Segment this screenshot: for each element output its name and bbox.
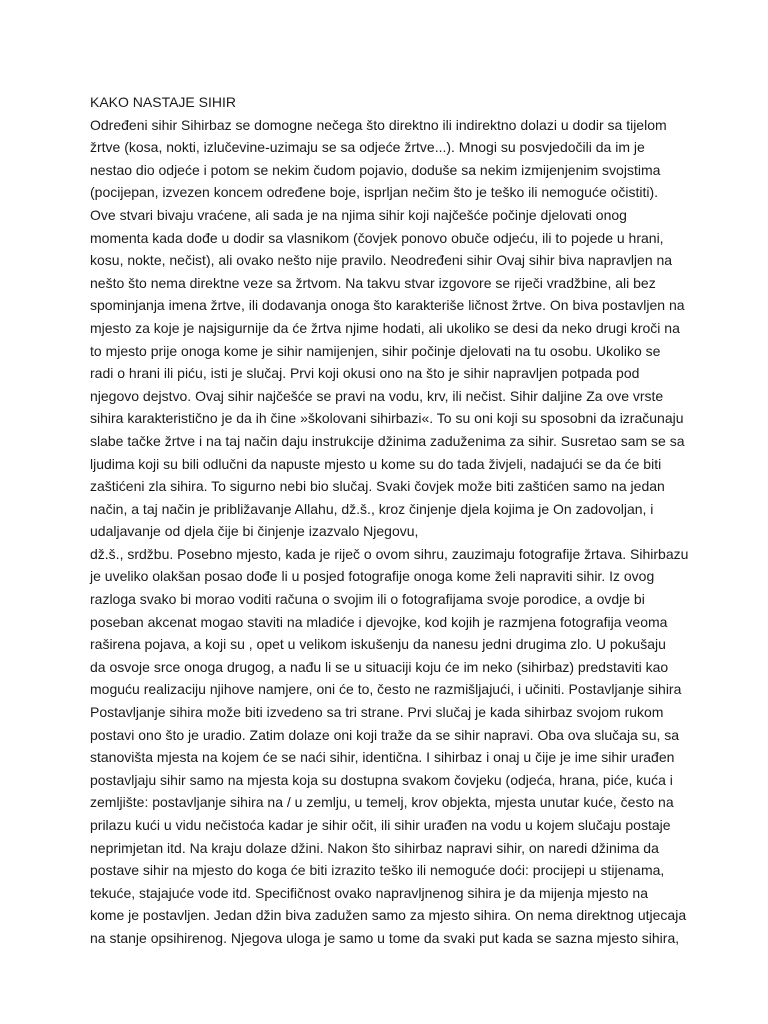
paragraph-line: momenta kada dođe u dodir sa vlasnikom (čovjek ponovo obuče odjeću, ili to pojede u hrani, <box>90 229 664 246</box>
paragraph-line: prilazu kući u vidu nečistoća kadar je sihir očit, ili sihir urađen na vodu u kojem slučaju postaje <box>90 817 671 833</box>
paragraph-line: neprimjetan itd. Na kraju dolaze džini. Nakon što sihirbaz napravi sihir, on naredi džinima da <box>90 839 659 856</box>
paragraph-line: zaštićeni zla sihira. To sigurno nebi bio slučaj. Svaki čovjek može biti zaštićen samo na jedan <box>90 478 665 495</box>
paragraph-line: postave sihir na mjesto do koga će biti izrazito teško ili nemoguće doći: procijepi u stijenama, <box>90 862 665 879</box>
paragraph-line: razloga svako bi morao voditi računa o svojim ili o fotografijama svoje porodice, a ovdje bi <box>90 591 645 608</box>
paragraph-line: zemljište: postavljanje sihira na / u zemlju, u temelj, krov objekta, mjesta unutar kuće, često na <box>90 794 674 811</box>
paragraph-line: na stanje opsihirenog. Njegova uloga je samo u tome da svaki put kada se sazna mjesto sihira, <box>90 929 680 946</box>
paragraph-line: raširena pojava, a koji su , opet u velikom iskušenju da nanesu jedni drugima zlo. U pokušaju <box>90 636 666 653</box>
paragraph-line: slabe tačke žrtve i na taj način daju instrukcije džinima zaduženima za sihir. Susretao sam se sa <box>90 432 685 449</box>
paragraph-line: postavljaju sihir samo na mjesta koja su dostupna svakom čovjeku (odjeća, hrana, piće, kuća i <box>90 771 673 788</box>
paragraph-line: moguću realizaciju njihove namjere, oni će to, često ne razmišljajući, i učiniti. Postavljanje sihira <box>90 681 682 698</box>
paragraph-line: Ove stvari bivaju vraćene, ali sada je na njima sihir koji najčešće počinje djelovati onog <box>90 206 627 223</box>
paragraph-line: žrtve (kosa, nokti, izlučevine-uzimaju se sa odjeće žrtve...). Mnogi su posvjedočili da im je <box>90 139 645 156</box>
paragraph-line: postavi ono što je uradio. Zatim dolaze oni koji traže da se sihir napravi. Oba ova slučaja su, sa <box>90 726 680 743</box>
document-title: KAKO NASTAJE SIHIR <box>90 94 236 110</box>
document-body <box>90 91 690 950</box>
paragraph-line: ljudima koji su bili odlučni da napuste mjesto u kome su do tada živjeli, nadajući se da će biti <box>90 455 662 472</box>
paragraph-line: (pocijepan, izvezen koncem određene boje, isprljan nečim što je teško ili nemoguće očistiti). <box>90 184 659 201</box>
paragraph-line: mjesto za koje je najsigurnije da će žrtva njime hodati, ali ukoliko se desi da neko drugi kroči na <box>90 319 680 336</box>
paragraph-line: nestao dio odjeće i potom se nekim čudom pojavio, doduše sa nekim izmijenjenim svojstima <box>90 161 661 178</box>
paragraph-line: radi o hrani ili piću, isti je slučaj. Prvi koji okusi ono na što je sihir napravljen potpada pod <box>90 365 640 382</box>
paragraph-line: je uveliko olakšan posao dođe li u posjed fotografije onoga kome želi napraviti sihir. Iz ovog <box>90 568 655 585</box>
paragraph-line: sihira karakteristično je da ih čine »školovani sihirbazi«. To su oni koji su sposobni da izračunaju <box>90 410 684 427</box>
paragraph-line: nešto što nema direktne veze sa žrtvom. Na takvu stvar izgovore se riječi vradžbine, ali bez <box>90 274 656 291</box>
paragraph-line: to mjesto prije onoga kome je sihir namijenjen, sihir počinje djelovati na tu osobu. Ukoliko se <box>90 342 661 359</box>
paragraph-line: kosu, nokte, nečist), ali ovako nešto nije pravilo. Neodređeni sihir Ovaj sihir biva napravljen na <box>90 252 673 269</box>
paragraph-line: stanovišta mjesta na kojem će se naći sihir, identična. I sihirbaz i onaj u čije je ime sihir urađen <box>90 749 675 766</box>
paragraph-line: Određeni sihir Sihirbaz se domogne nečega što direktno ili indirektno dolazi u dodir sa tijelom <box>90 116 667 133</box>
paragraph-line: način, a taj način je približavanje Allahu, dž.š., kroz činjenje djela kojima je On zadovoljan, i <box>90 500 654 517</box>
paragraph-line: spominjanja imena žrtve, ili dodavanja onoga što karakteriše ličnost žrtve. On biva postavljen na <box>90 297 685 314</box>
paragraph-line: njegovo dejstvo. Ovaj sihir najčešće se pravi na vodu, krv, ili nečist. Sihir daljine Za ove vrste <box>90 387 664 404</box>
paragraph-line: tekuće, stajajuće vode itd. Specifičnost ovako napravljnenog sihira je da mijenja mjesto na <box>90 884 648 901</box>
paragraph-line: poseban akcenat mogao staviti na mladiće i djevojke, kod kojih je razmjena fotografija veoma <box>90 613 668 630</box>
paragraph-line: Postavljanje sihira može biti izvedeno sa tri strane. Prvi slučaj je kada sihirbaz svojom rukom <box>90 704 664 721</box>
paragraph-line: dž.š., srdžbu. Posebno mjesto, kada je riječ o ovom sihru, zauzimaju fotografije žrtava. Sihirbazu <box>90 545 689 562</box>
paragraph-line: udaljavanje od djela čije bi činjenje izazvalo Njegovu, <box>90 523 419 540</box>
paragraph-line: kome je postavljen. Jedan džin biva zadužen samo za mjesto sihira. On nema direktnog utjecaja <box>90 907 687 924</box>
paragraph-line: da osvoje srce onoga drugog, a nađu li se u situaciji koju će im neko (sihirbaz) predstaviti kao <box>90 658 669 675</box>
